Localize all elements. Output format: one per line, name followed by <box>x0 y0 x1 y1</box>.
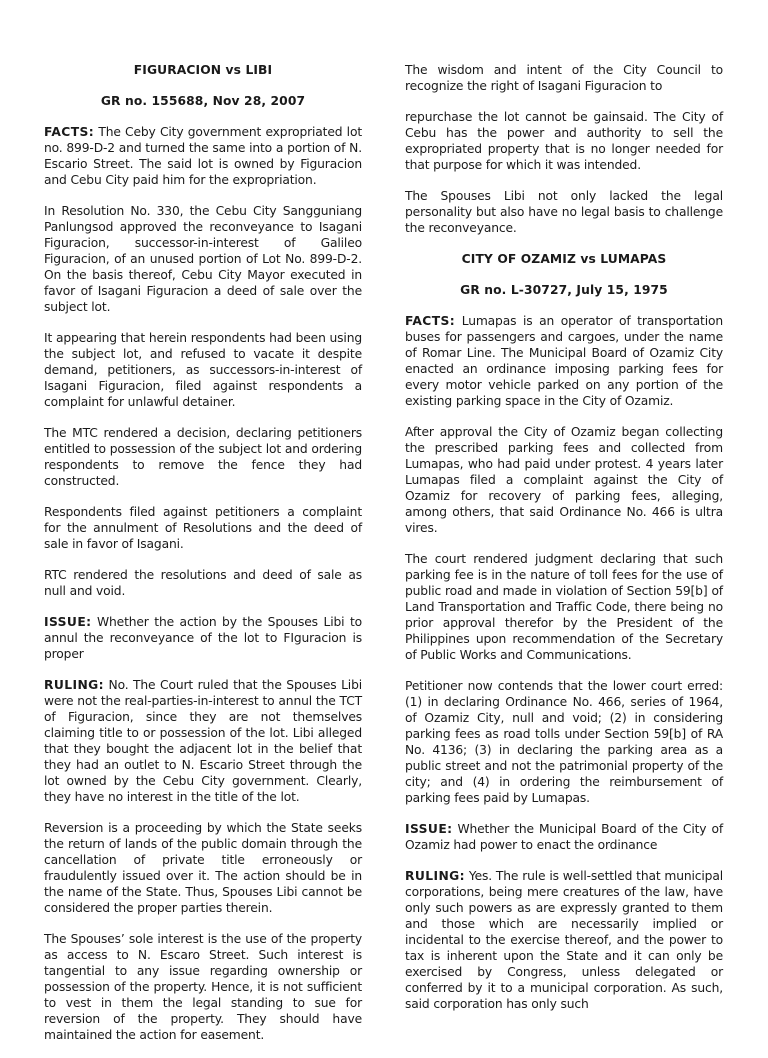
facts-text: Lumapas is an operator of transportation buses for passengers and cargoes, under the name of Romar Line. The Municipal Board of Ozamiz City enacted an ordinance imposing parking fees for every motor vehicle parked on any portion of the existing parking space in the City of Ozamiz. <box>405 314 723 408</box>
issue-label: ISSUE: <box>405 822 453 836</box>
ruling-label: RULING: <box>44 678 104 692</box>
case-title: CITY OF OZAMIZ vs LUMAPAS <box>461 252 667 266</box>
facts-paragraph <box>44 124 362 188</box>
issue-paragraph <box>44 614 362 662</box>
case-title: FIGURACION vs LIBI <box>133 63 273 77</box>
left-column <box>44 62 362 1058</box>
ruling-text: Yes. The rule is well-settled that municipal corporations, being mere creatures of the law, have only such powers as are expressly granted to them and those which are necessarily implied or incidental to the exercise thereof, and the power to tax is inherent upon the State and it can only be exercised by Congress, unless delegated or conferred by it to a municipal corporation. As such, said corporation has only such <box>405 869 723 1011</box>
facts-label: FACTS: <box>44 125 95 139</box>
ruling-paragraph <box>44 677 362 805</box>
facts-paragraph <box>405 313 723 409</box>
paragraph: The MTC rendered a decision, declaring petitioners entitled to possession of the subject lot and ordering respondents to remove the fence they had constructed. <box>44 426 362 488</box>
paragraph: After approval the City of Ozamiz began collecting the prescribed parking fees and collected from Lumapas, who had paid under protest. 4 years later Lumapas filed a complaint against the City of Ozamiz for recovery of parking fees, alleging, among others, that said Ordinance No. 466 is ultra vires. <box>405 425 723 535</box>
facts-label: FACTS: <box>405 314 456 328</box>
paragraph: The Spouses’ sole interest is the use of the property as access to N. Escaro Street. Such interest is tangential to any issue regarding ownership or possession of the property. Hence, it is not sufficient to vest in them the legal standing to sue for reversion of the property. They should have maintained the action for easement. <box>44 932 362 1042</box>
ruling-label: RULING: <box>405 869 465 883</box>
paragraph: The Spouses Libi not only lacked the legal personality but also have no legal basis to challenge the reconveyance. <box>405 189 723 235</box>
case-number: GR no. 155688, Nov 28, 2007 <box>100 94 306 108</box>
ruling-text: No. The Court ruled that the Spouses Libi were not the real-parties-in-interest to annul the TCT of Figuracion, since they are not themselves claiming title to or possession of the lot. Libi alleged that they bought the adjacent lot in the belief that they had an outlet to N. Escario Street through the lot owned by the Cebu City government. Clearly, they have no interest in the title of the lot. <box>44 678 362 804</box>
issue-label: ISSUE: <box>44 615 92 629</box>
facts-text: The Ceby City government expropriated lot no. 899-D-2 and turned the same into a portion of N. Escario Street. The said lot is owned by Figuracion and Cebu City paid him for the expropriation. <box>44 125 362 187</box>
right-column <box>405 62 723 1027</box>
ruling-paragraph <box>405 868 723 1012</box>
paragraph: repurchase the lot cannot be gainsaid. The City of Cebu has the power and authority to sell the expropriated property that is no longer needed for that purpose for which it was intended. <box>405 110 723 172</box>
issue-text: Whether the Municipal Board of the City of Ozamiz had power to enact the ordinance <box>405 822 723 852</box>
paragraph: The court rendered judgment declaring that such parking fee is in the nature of toll fees for the use of public road and made in violation of Section 59[b] of Land Transportation and Traffic Code, there being no prior approval therefor by the President of the Philippines upon recommendation of the Secretary of Public Works and Communications. <box>405 552 723 662</box>
issue-paragraph <box>405 821 723 853</box>
paragraph: Respondents filed against petitioners a complaint for the annulment of Resolutions and the deed of sale in favor of Isagani. <box>44 505 362 551</box>
paragraph: The wisdom and intent of the City Council to recognize the right of Isagani Figuracion to <box>405 63 723 93</box>
case-number: GR no. L-30727, July 15, 1975 <box>460 283 668 297</box>
paragraph: Reversion is a proceeding by which the State seeks the return of lands of the public domain through the cancellation of private title erroneously or fraudulently issued over it. The action should be in the name of the State. Thus, Spouses Libi cannot be considered the proper parties therein. <box>44 821 362 915</box>
paragraph: RTC rendered the resolutions and deed of sale as null and void. <box>44 568 362 598</box>
issue-text: Whether the action by the Spouses Libi to annul the reconveyance of the lot to FIguracion is proper <box>44 615 362 661</box>
paragraph: It appearing that herein respondents had been using the subject lot, and refused to vacate it despite demand, petitioners, as successors-in-interest of Isagani Figuracion, filed against respondents a complaint for unlawful detainer. <box>44 331 362 409</box>
paragraph: Petitioner now contends that the lower court erred: (1) in declaring Ordinance No. 466, series of 1964, of Ozamiz City, null and void; (2) in considering parking fees as road tolls under Section 59[b] of RA No. 4136; (3) in declaring the parking area as a public street and not the patrimonial property of the city; and (4) in ordering the reimbursement of parking fees paid by Lumapas. <box>405 679 723 805</box>
paragraph: In Resolution No. 330, the Cebu City Sangguniang Panlungsod approved the reconveyance to Isagani Figuracion, successor-in-interest of Galileo Figuracion, of an unused portion of Lot No. 899-D-2. On the basis thereof, Cebu City Mayor executed in favor of Isagani Figuracion a deed of sale over the subject lot. <box>44 204 362 314</box>
